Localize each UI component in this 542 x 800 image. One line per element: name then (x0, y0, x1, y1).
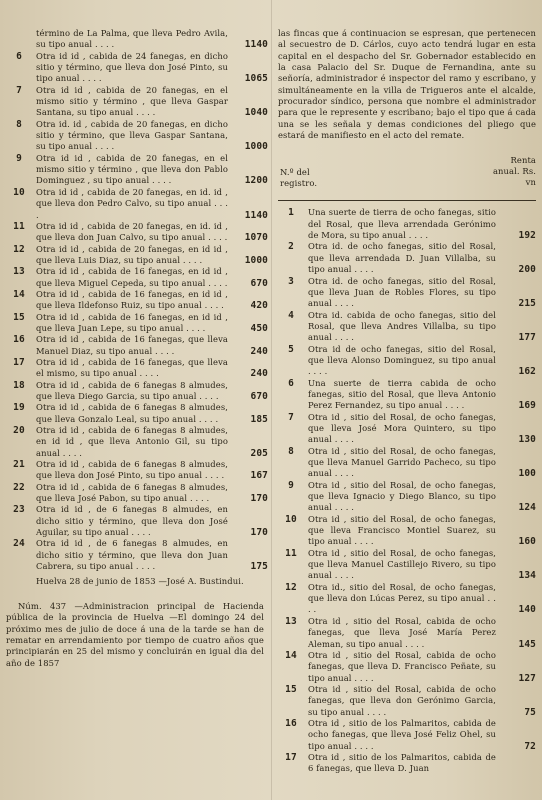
property-entry (6, 482, 268, 505)
entry-number: 12 (285, 581, 297, 593)
entry-description: Otra id id , cabida de 16 fanegas, en id id , que lleva Ildefonso Ruiz, su tipo anual . . . . (36, 288, 228, 311)
property-entry (278, 718, 536, 752)
entry-rent: 1000 (244, 254, 268, 266)
entry-rent: 169 (518, 400, 536, 412)
entry-rent: 72 (524, 740, 536, 752)
entry-description: Otra id , sitio del Rosal, de ocho fanegas, que lleva Manuel Garrido Pacheco, su tipo anual . . . . (308, 445, 496, 479)
entry-rent: 175 (250, 561, 268, 573)
entry-rent: 177 (518, 332, 536, 344)
entry-description: Otra id id , cabida de 16 fanegas, en id id , que lleva Miguel Cepeda, su tipo anual . . . . (36, 266, 228, 288)
entry-number: 11 (285, 547, 297, 559)
entry-description: Otra id id , de 6 fanegas 8 almudes, en dicho sitio y término, que lleva don Juan Cabrera, su tipo anual . . . . (36, 538, 228, 572)
header-rule (278, 200, 536, 201)
entry-rent: 134 (518, 570, 536, 582)
entry-description: Una suerte de tierra de ocho fanegas, sitio del Rosal, que lleva arrendada Gerónimo de Mora, su tipo anual . . . . (308, 207, 496, 241)
entry-number: 22 (13, 481, 25, 493)
property-entry (278, 241, 536, 275)
entry-number: 1 (288, 207, 294, 219)
entry-rent: 450 (250, 322, 268, 334)
property-entry (6, 85, 268, 119)
auction-preamble: las fincas que á continuacion se espresan, que pertenecen al secuestro de D. Cárlos, cuyo acto tendrá lugar en esta capital en el despacho del Sr. Gobernador establecido en la casa Palacio del Sr. Duque de Fernandina, ante su señoría, administrador é inspector del ramo y escribano, y simultáneamente en la villa de Trigueros ante el alcalde, procurador síndico, persona que nombre el administrador para que le represente y escribano; bajo el tipo que á cada una se les señala y demas condiciones del pliego que estará de manifiesto en el acto del remate. (278, 28, 536, 141)
property-entry (278, 548, 536, 582)
entry-rent: 1065 (244, 73, 268, 85)
entry-rent: 1140 (244, 209, 268, 221)
entry-rent: 162 (518, 366, 536, 378)
entry-description: Otra id id , cabida de 24 fanegas, en dicho sitio y término, que lleva don José Pinto, su tipo anual . . . . (36, 50, 228, 84)
property-entry (278, 344, 536, 378)
entry-number: 14 (13, 288, 25, 300)
property-entry (278, 207, 536, 241)
entry-rent: 167 (250, 470, 268, 482)
entry-description: Otra id id , de 6 fanegas 8 almudes, en dicho sitio y término, que lleva don José Aguilar, su tipo anual . . . . (36, 504, 228, 538)
entry-description: Otra id id , cabida de 20 fanegas, en id. id , que lleva don Pedro Calvo, su tipo anual . . . . (36, 186, 228, 220)
property-entry (6, 380, 268, 403)
entry-number: 9 (288, 479, 294, 491)
entry-description: Otra id id , cabida de 20 fanegas, en el mismo sitio y término , que lleva Gaspar Santana, su tipo anual . . . . (36, 84, 228, 118)
property-entry (278, 616, 536, 650)
entry-number: 2 (288, 241, 294, 253)
property-entry (6, 28, 268, 51)
property-entry (6, 289, 268, 312)
property-entry (6, 504, 268, 538)
entry-number: 15 (285, 683, 297, 695)
property-entry (278, 446, 536, 480)
entry-number: 18 (13, 379, 25, 391)
entry-description: Otra id id , cabida de 6 fanegas 8 almudes, en id id , que lleva Antonio Gil, su tipo anual . . . . (36, 425, 228, 458)
entry-rent: 124 (518, 502, 536, 514)
entry-number: 11 (13, 220, 25, 232)
entry-number: 21 (13, 459, 25, 471)
entry-rent: 240 (250, 345, 268, 357)
entry-rent: 170 (250, 527, 268, 539)
entry-rent: 215 (518, 298, 536, 310)
entry-number: 9 (16, 152, 22, 164)
entry-number: 23 (13, 504, 25, 516)
property-entry (6, 51, 268, 85)
entry-number: 16 (285, 717, 297, 729)
property-entry (6, 312, 268, 335)
property-entry (6, 187, 268, 221)
entry-number: 24 (13, 538, 25, 550)
entry-description: Otra id id , cabida de 20 fanegas, en id id , que lleva Luis Diaz, su tipo anual . . . . (36, 243, 228, 265)
entry-rent: 240 (250, 368, 268, 380)
entry-description: Otra id id , cabida de 16 fanegas, que lleva Manuel Diaz, su tipo anual . . . . (36, 334, 228, 356)
entry-number: 13 (285, 615, 297, 627)
property-entry (278, 378, 536, 412)
entry-description: Otra id id , cabida de 20 fanegas, en el mismo sitio y término , que lleva don Pablo Dominguez , su tipo anual . . . . (36, 152, 228, 186)
entry-description: Otra id , sitio de los Palmaritos, cabida de 6 fanegas, que lleva D. Juan (308, 751, 496, 774)
entry-rent: 100 (518, 468, 536, 480)
entry-rent: 185 (250, 413, 268, 425)
property-entry (278, 276, 536, 310)
entry-number: 4 (288, 309, 294, 321)
entry-number: 10 (285, 513, 297, 525)
right-column (278, 28, 536, 775)
left-entry-list (6, 28, 268, 573)
header-registry-number: N.º del registro. (280, 167, 318, 189)
notice-paragraph: Núm. 437 —Administracion principal de Hacienda pública de la provincia de Huelva —El domingo 24 del próximo mes de julio de doce á una de la tarde se han de rematar en arrendamiento por tiempo de cuatro años que principiarán en 25 del mismo y concluirán en igual dia del año de 1857 (6, 600, 264, 668)
property-entry (278, 752, 536, 775)
entry-rent: 420 (250, 300, 268, 312)
entry-description: Otra id , sitio del Rosal, de ocho fanegas, que lleva Ignacio y Diego Blanco, su tipo anual . . . . (308, 479, 496, 513)
entry-description: Otra id. id , cabida de 20 fanegas, en dicho sitio y término, que lleva Gaspar Santana, su tipo anual . . . . (36, 118, 228, 152)
property-entry (6, 425, 268, 459)
entry-number: 8 (288, 445, 294, 457)
property-entry (278, 412, 536, 446)
entry-description: Otra id de ocho fanegas, sitio del Rosal, que lleva Alonso Dominguez, su tipo anual . . . . (308, 343, 496, 377)
entry-number: 14 (285, 649, 297, 661)
property-entry (6, 221, 268, 244)
entry-number: 7 (288, 411, 294, 423)
entry-number: 13 (13, 266, 25, 278)
entry-description: término de La Palma, que lleva Pedro Avila, su tipo anual . . . . (36, 28, 228, 50)
property-entry (6, 153, 268, 187)
entry-rent: 160 (518, 536, 536, 548)
property-entry (278, 480, 536, 514)
table-header (278, 149, 536, 201)
entry-number: 6 (288, 377, 294, 389)
entry-number: 12 (13, 243, 25, 255)
entry-number: 17 (13, 356, 25, 368)
property-entry (6, 357, 268, 380)
entry-description: Otra id , sitio del Rosal, cabida de ocho fanegas, que lleva D. Francisco Peñate, su tipo anual . . . . (308, 649, 496, 683)
property-entry (6, 334, 268, 357)
entry-rent: 192 (518, 230, 536, 242)
signature-line: Huelva 28 de junio de 1853 —José A. Bustindui. (36, 575, 244, 586)
entry-rent: 1200 (244, 175, 268, 187)
entry-number: 5 (288, 343, 294, 355)
property-entry (278, 684, 536, 718)
entry-description: Otra id , sitio del Rosal, de ocho fanegas, que lleva Manuel Castillejo Rivero, su tipo anual . . . . (308, 547, 496, 581)
entry-number: 10 (13, 186, 25, 198)
property-entry (6, 538, 268, 572)
right-entry-list (278, 207, 536, 774)
entry-description: Otra id , sitio del Rosal, cabida de ocho fanegas, que lleva José María Perez Aleman, su tipo anual . . . . (308, 615, 496, 649)
entry-description: Otra id. cabida de ocho fanegas, sitio del Rosal, que lleva Andres Villalba, su tipo anual . . . . (308, 309, 496, 343)
entry-rent: 170 (250, 493, 268, 505)
entry-rent: 75 (524, 706, 536, 718)
entry-description: Otra id , sitio del Rosal, de ocho fanegas, que lleva José Mora Quintero, su tipo anual . . . . (308, 411, 496, 445)
property-entry (278, 582, 536, 616)
entry-description: Otra id id , cabida de 20 fanegas, en id. id , que lleva don Juan Calvo, su tipo anual . . . . (36, 220, 228, 243)
entry-description: Otra id id , cabida de 6 fanegas 8 almudes, que lleva Diego Garcia, su tipo anual . . . . (36, 379, 228, 401)
entry-description: Otra id id , cabida de 6 fanegas 8 almudes, que lleva Gonzalo Leal, su tipo anual . . . . (36, 402, 228, 424)
entry-rent: 130 (518, 434, 536, 446)
entry-description: Otra id id , cabida de 16 fanegas, en id id , que lleva Juan Lepe, su tipo anual . . . . (36, 311, 228, 333)
entry-rent: 1070 (244, 232, 268, 244)
entry-description: Otra id , sitio del Rosal, de ocho fanegas, que lleva Francisco Montiel Suarez, su tipo anual . . . . (308, 513, 496, 547)
entry-number: 6 (16, 50, 22, 62)
entry-number: 15 (13, 311, 25, 323)
entry-description: Otra id , sitio de los Palmaritos, cabida de ocho fanegas, que lleva José Feliz Ohel, su tipo anual . . . . (308, 717, 496, 751)
entry-number: 19 (13, 402, 25, 414)
property-entry (278, 650, 536, 684)
entry-number: 7 (16, 84, 22, 96)
entry-description: Una suerte de tierra cabida de ocho fanegas, sitio del Rosal, que lleva Antonio Perez Fernandez, su tipo anual . . . . (308, 377, 496, 411)
property-entry (6, 119, 268, 153)
entry-rent: 205 (250, 447, 268, 459)
entry-description: Otra id id , cabida de 6 fanegas 8 almudes, que lleva don José Pinto, su tipo anual . . . . (36, 459, 228, 481)
property-entry (6, 266, 268, 289)
entry-number: 3 (288, 275, 294, 287)
entry-description: Otra id id , cabida de 16 fanegas, que lleva el mismo, su tipo anual . . . . (36, 356, 228, 379)
entry-description: Otra id id , cabida de 6 fanegas 8 almudes, que lleva José Pabon, su tipo anual . . . . (36, 481, 228, 504)
header-annual-rent: Renta anual. Rs. vn (492, 155, 536, 188)
entry-rent: 1000 (244, 141, 268, 153)
entry-description: Otra id , sitio del Rosal, cabida de ocho fanegas, que lleva don Gerónimo Garcia, su tipo anual . . . . (308, 683, 496, 717)
entry-rent: 200 (518, 264, 536, 276)
entry-number: 17 (285, 751, 297, 763)
entry-rent: 1040 (244, 107, 268, 119)
entry-rent: 140 (518, 604, 536, 616)
property-entry (278, 514, 536, 548)
entry-rent: 1140 (244, 39, 268, 51)
entry-rent: 670 (250, 391, 268, 402)
property-entry (6, 402, 268, 425)
property-entry (278, 310, 536, 344)
column-divider (271, 0, 272, 800)
entry-number: 16 (13, 334, 25, 346)
property-entry (6, 459, 268, 482)
entry-number: 20 (13, 425, 25, 437)
entry-description: Otra id. de ocho fanegas, sitio del Rosal, que lleva arrendada D. Juan Villalba, su tipo anual . . . . (308, 241, 496, 275)
entry-number: 8 (16, 118, 22, 130)
entry-description: Otra id., sitio del Rosal, de ocho fanegas, que lleva don Lúcas Perez, su tipo anual . . . . (308, 581, 496, 615)
entry-rent: 145 (518, 638, 536, 650)
property-entry (6, 244, 268, 267)
entry-description: Otra id. de ocho fanegas, sitio del Rosal, que lleva Juan de Robles Flores, su tipo anual . . . . (308, 275, 496, 309)
entry-rent: 127 (518, 672, 536, 684)
left-column (6, 28, 268, 669)
entry-rent: 670 (250, 277, 268, 289)
